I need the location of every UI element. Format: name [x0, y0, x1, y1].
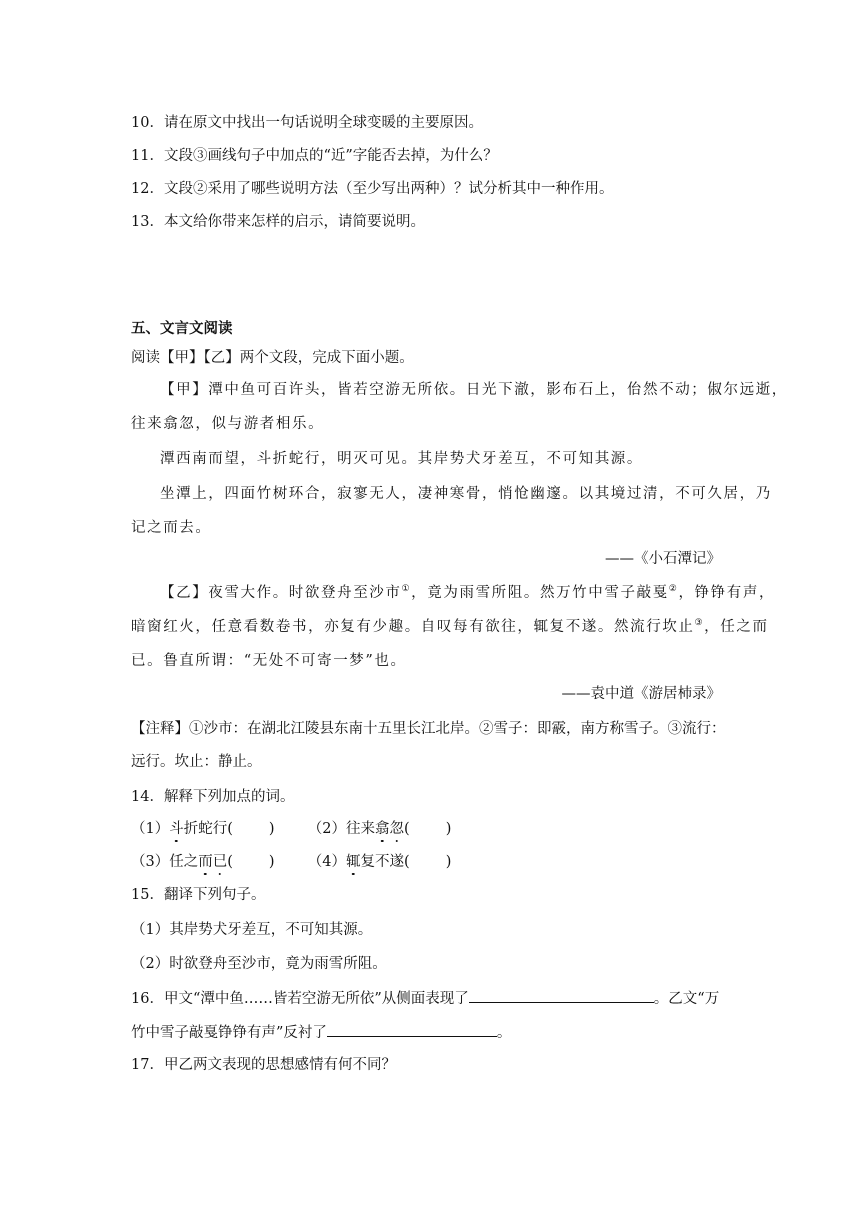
jia-p3-line2: 记之而去。: [131, 520, 212, 536]
jia-source: ——《小石潭记》: [605, 551, 721, 567]
question-14-row1: [131, 819, 451, 839]
question-13: 13．本文给你带来怎样的启示，请简要说明。: [131, 214, 425, 230]
yi-line2: 暗窗红火，任意看数卷书，亦复有少趣。自叹每有欲往，辄复不遂。然流行坎止③，任之而: [131, 618, 769, 635]
answer-blank-2[interactable]: [327, 1022, 497, 1037]
q14-item-2: （2）往来翕忽( ): [307, 821, 452, 837]
question-14-title: 14．解释下列加点的词。: [131, 789, 295, 805]
yi-source: ——袁中道《游居杮录》: [561, 686, 721, 702]
q14-item-4: （4）辄复不遂( ): [307, 854, 452, 870]
section-title: 五、文言文阅读: [131, 320, 233, 337]
question-16-line2: 竹中雪子敲戛铮铮有声”反衬了 。: [131, 1022, 511, 1043]
question-12: 12．文段②采用了哪些说明方法（至少写出两种）？试分析其中一种作用。: [131, 181, 614, 197]
notes-line1: 【注释】①沙市：在湖北江陵县东南十五里长江北岸。②雪子：即霰，南方称雪子。③流行：: [131, 721, 726, 737]
question-15-item-1: （1）其岸势犬牙差互，不可知其源。: [131, 922, 373, 938]
question-17: 17．甲乙两文表现的思想感情有何不同？: [131, 1057, 396, 1073]
question-10: 10．请在原文中找出一句话说明全球变暖的主要原因。: [131, 115, 483, 131]
question-15-title: 15．翻译下列句子。: [131, 887, 266, 903]
question-14-row2: [131, 852, 451, 872]
notes-line2: 远行。坎止：静止。: [131, 754, 262, 770]
question-11: 11．文段③画线句子中加点的“近”字能否去掉，为什么？: [131, 148, 498, 164]
yi-line3: 已。鲁直所谓：“无处不可寄一梦”也。: [131, 653, 407, 669]
jia-p3-line1: 坐潭上，四面竹树环合，寂寥无人，凄神寒骨，悄怆幽邃。以其境过清，不可久居，乃: [160, 486, 772, 502]
jia-p1-line2: 往来翕忽，似与游者相乐。: [131, 416, 325, 432]
question-16-line1: 16．甲文“潭中鱼……皆若空游无所依”从侧面表现了 。乙文“万: [131, 988, 719, 1009]
jia-p2: 潭西南而望，斗折蛇行，明灭可见。其岸势犬牙差互，不可知其源。: [160, 451, 643, 467]
q14-item-1: （1）斗折蛇行( ): [131, 821, 275, 837]
answer-blank-1[interactable]: [469, 988, 654, 1003]
yi-line1: 【乙】夜雪大作。时欲登舟至沙市①，竟为雨雪所阻。然万竹中雪子敲戛②，铮铮有声，: [160, 584, 776, 601]
question-15-item-2: （2）时欲登舟至沙市，竟为雨雪所阻。: [131, 956, 387, 972]
reading-intro: 阅读【甲】【乙】两个文段，完成下面小题。: [131, 350, 414, 366]
jia-p1-line1: 【甲】潭中鱼可百许头，皆若空游无所依。日光下澈，影布石上，佁然不动；俶尔远逝，: [160, 382, 788, 398]
q14-item-3: （3）任之而已( ): [131, 854, 275, 870]
